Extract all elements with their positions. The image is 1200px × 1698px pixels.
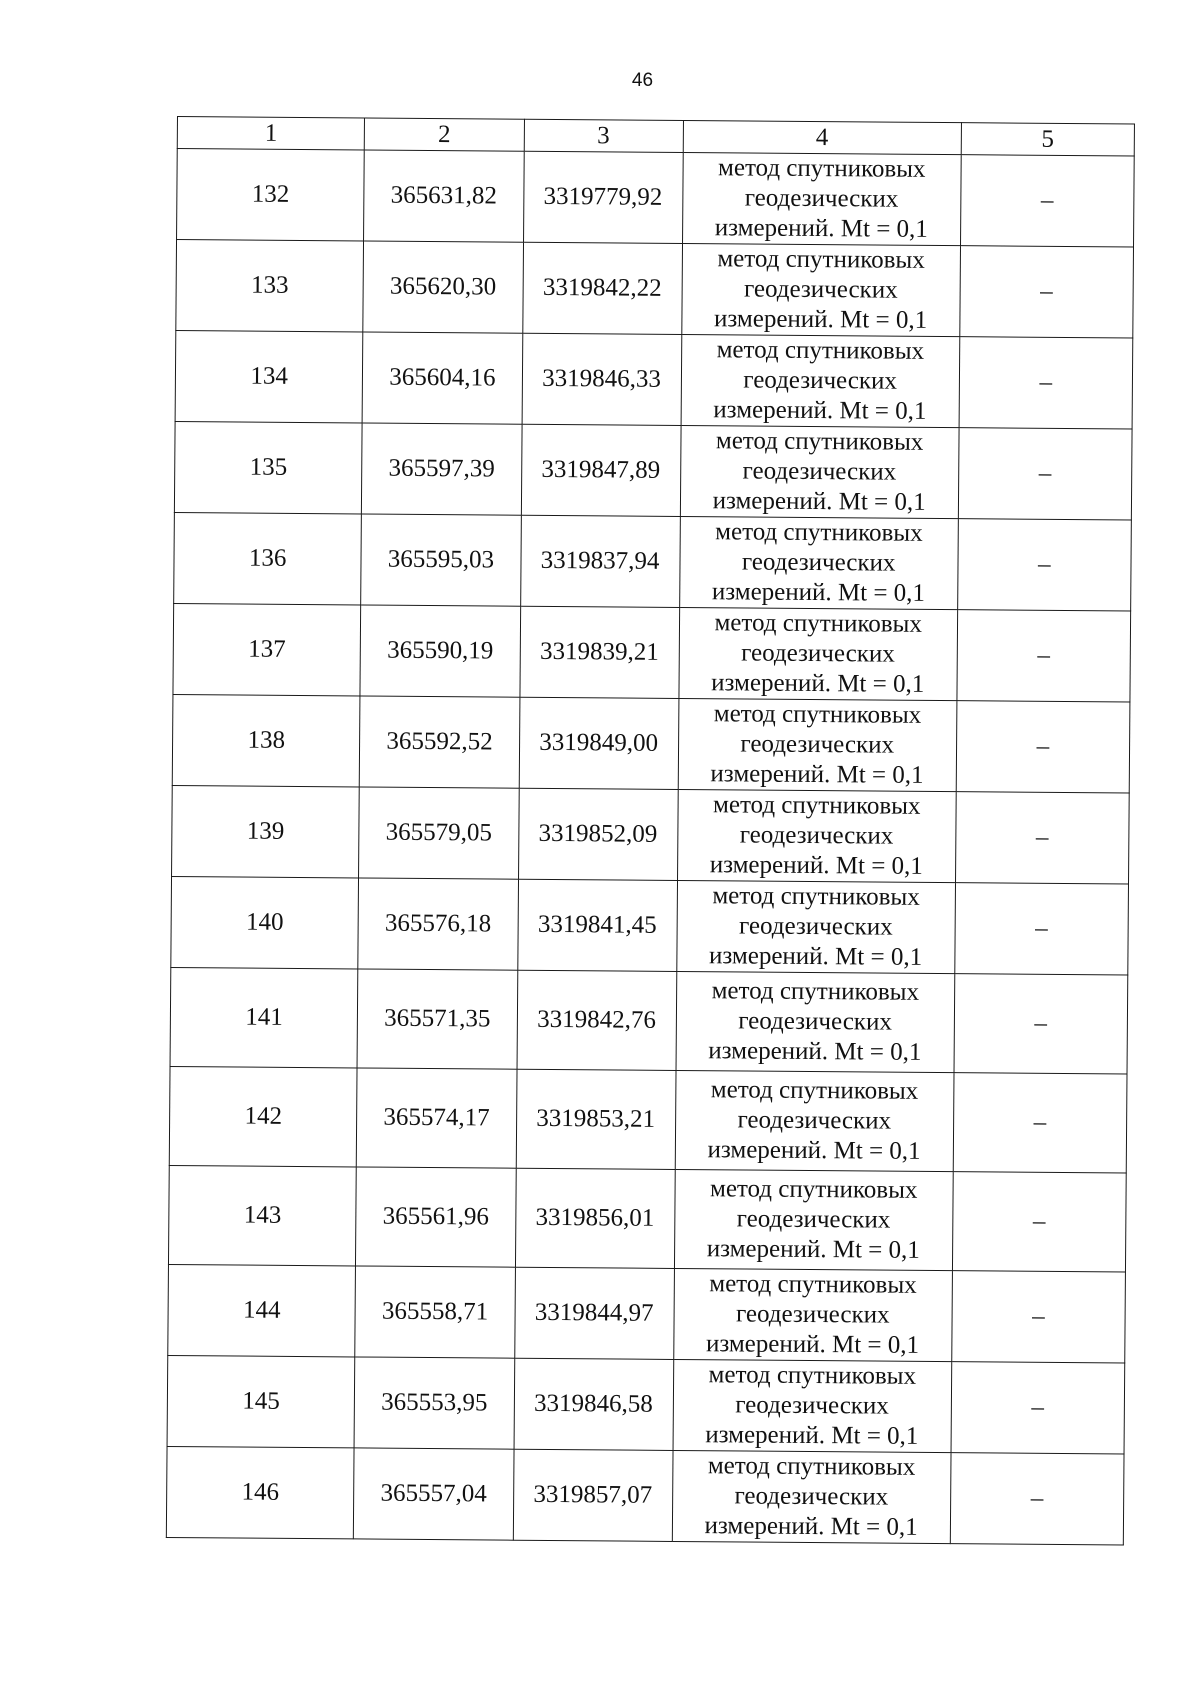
method-line: измерений. Mt = 0,1 [709,851,923,880]
x-coordinate-cell: 365604,16 [362,332,522,424]
table-row [167,1355,1125,1454]
note-cell: – [954,883,1128,975]
method-line: метод спутниковых [707,1452,916,1481]
method-line: измерений. Mt = 0,1 [707,1136,921,1165]
method-line: измерений. Mt = 0,1 [706,1235,920,1264]
table-row [172,694,1130,793]
column-header: 4 [683,120,961,154]
y-coordinate-cell: 3319847,89 [521,424,681,516]
table-row [177,149,1135,248]
method-line: метод спутниковых [710,1076,919,1105]
note-cell: – [958,428,1132,520]
point-number-cell: 138 [172,694,360,786]
method-line: метод спутниковых [715,427,924,456]
y-coordinate-cell: 3319857,07 [513,1449,673,1541]
y-coordinate-cell: 3319852,09 [518,788,678,880]
method-line: измерений. Mt = 0,1 [710,760,924,789]
method-line: метод спутниковых [712,791,921,820]
method-line: геодезических [740,730,895,759]
y-coordinate-cell: 3319779,92 [523,151,683,243]
coordinates-table [166,116,1135,1545]
x-coordinate-cell: 365576,18 [358,878,518,970]
method-line: измерений. Mt = 0,1 [713,396,927,425]
y-coordinate-cell: 3319849,00 [519,697,679,789]
method-line: метод спутниковых [709,1270,917,1299]
x-coordinate-cell: 365595,03 [361,514,521,606]
method-line: метод спутниковых [717,245,925,274]
x-coordinate-cell: 365557,04 [354,1448,514,1540]
point-number-cell: 142 [169,1066,357,1166]
table-row [171,876,1129,975]
method-cell [672,1450,951,1543]
point-number-cell: 135 [174,421,362,513]
method-line: измерений. Mt = 0,1 [705,1330,920,1359]
point-number-cell: 145 [167,1355,355,1447]
method-line: геодезических [738,1007,892,1036]
y-coordinate-cell: 3319846,33 [522,333,682,425]
note-cell: – [950,1453,1124,1545]
note-cell: – [953,1073,1127,1173]
x-coordinate-cell: 365620,30 [363,241,523,333]
y-coordinate-cell: 3319853,21 [516,1069,676,1169]
method-line: геодезических [741,548,896,577]
table-row [170,967,1128,1074]
method-line: геодезических [741,639,895,668]
method-line: метод спутниковых [713,700,922,729]
method-line: метод спутниковых [717,154,926,183]
table-body [166,149,1134,1545]
method-line: метод спутниковых [714,609,923,638]
method-line: геодезических [744,184,899,213]
method-cell [678,698,957,791]
table-row [173,603,1131,702]
note-cell: – [952,1172,1126,1272]
column-header: 5 [961,123,1135,156]
x-coordinate-cell: 365553,95 [354,1357,514,1449]
table-row [168,1264,1126,1363]
table-row [175,330,1133,429]
x-coordinate-cell: 365590,19 [360,605,520,697]
column-header: 2 [365,118,524,151]
method-line: геодезических [736,1205,891,1234]
method-cell [679,516,958,609]
method-line: измерений. Mt = 0,1 [712,487,926,516]
method-line: геодезических [735,1300,890,1329]
method-line: метод спутниковых [711,977,920,1006]
method-line: метод спутниковых [715,518,923,547]
method-cell [682,152,961,245]
method-line: геодезических [735,1391,889,1420]
method-line: измерений. Mt = 0,1 [708,942,923,971]
method-line: измерений. Mt = 0,1 [704,1512,918,1541]
method-cell [675,1070,954,1171]
method-cell [673,1268,952,1361]
method-line: метод спутниковых [709,1175,918,1204]
note-cell: – [951,1362,1125,1454]
column-header: 1 [177,117,365,150]
table-row [168,1165,1126,1272]
y-coordinate-cell: 3319844,97 [514,1267,674,1359]
y-coordinate-cell: 3319837,94 [520,515,680,607]
x-coordinate-cell: 365561,96 [356,1167,516,1267]
point-number-cell: 146 [166,1446,354,1538]
note-cell: – [959,246,1133,338]
method-cell [673,1359,952,1452]
y-coordinate-cell: 3319842,76 [517,970,677,1070]
method-cell [676,880,955,973]
method-line: измерений. Mt = 0,1 [714,214,928,243]
point-number-cell: 133 [176,240,364,332]
table-row [174,421,1132,520]
note-cell: – [955,792,1129,884]
x-coordinate-cell: 365631,82 [364,150,524,242]
method-line: геодезических [743,366,898,395]
method-line: метод спутниковых [708,1361,917,1390]
method-cell [677,789,956,882]
table-row [174,512,1132,611]
point-number-cell: 136 [174,512,362,604]
point-number-cell: 143 [168,1165,356,1265]
point-number-cell: 144 [168,1264,356,1356]
note-cell: – [954,974,1128,1074]
method-line: геодезических [742,457,897,486]
method-cell [679,607,958,700]
table-row [172,785,1130,884]
method-cell [676,971,955,1072]
method-line: геодезических [743,275,898,304]
point-number-cell: 141 [170,967,358,1067]
note-cell: – [960,155,1134,247]
y-coordinate-cell: 3319856,01 [515,1168,675,1268]
note-cell: – [957,519,1131,611]
point-number-cell: 134 [175,330,363,422]
table-row [176,240,1134,339]
method-cell [674,1169,953,1270]
table-row [166,1446,1124,1545]
method-line: измерений. Mt = 0,1 [711,578,926,607]
x-coordinate-cell: 365592,52 [360,696,520,788]
method-line: метод спутниковых [712,882,920,911]
method-line: геодезических [737,1106,892,1135]
x-coordinate-cell: 365579,05 [359,787,519,879]
method-line: измерений. Mt = 0,1 [713,305,928,334]
x-coordinate-cell: 365571,35 [357,969,517,1069]
note-cell: – [956,701,1130,793]
y-coordinate-cell: 3319846,58 [514,1358,674,1450]
method-cell [681,334,960,427]
point-number-cell: 137 [173,603,361,695]
point-number-cell: 139 [172,785,360,877]
note-cell: – [957,610,1131,702]
method-cell [681,243,960,336]
note-cell: – [951,1271,1125,1363]
y-coordinate-cell: 3319839,21 [519,606,679,698]
point-number-cell: 132 [177,149,365,241]
x-coordinate-cell: 365558,71 [355,1266,515,1358]
table-row [169,1066,1127,1173]
method-cell [680,425,959,518]
page-number: 46 [631,70,654,91]
note-cell: – [959,337,1133,429]
method-line: геодезических [738,912,893,941]
method-line: измерений. Mt = 0,1 [705,1421,919,1450]
y-coordinate-cell: 3319841,45 [517,879,677,971]
point-number-cell: 140 [171,876,359,968]
x-coordinate-cell: 365597,39 [362,423,522,515]
method-line: измерений. Mt = 0,1 [708,1037,922,1066]
column-header: 3 [524,119,683,152]
method-line: геодезических [734,1482,889,1511]
method-line: геодезических [739,821,894,850]
method-line: метод спутниковых [716,336,925,365]
y-coordinate-cell: 3319842,22 [522,242,682,334]
x-coordinate-cell: 365574,17 [357,1068,517,1168]
method-line: измерений. Mt = 0,1 [711,669,925,698]
